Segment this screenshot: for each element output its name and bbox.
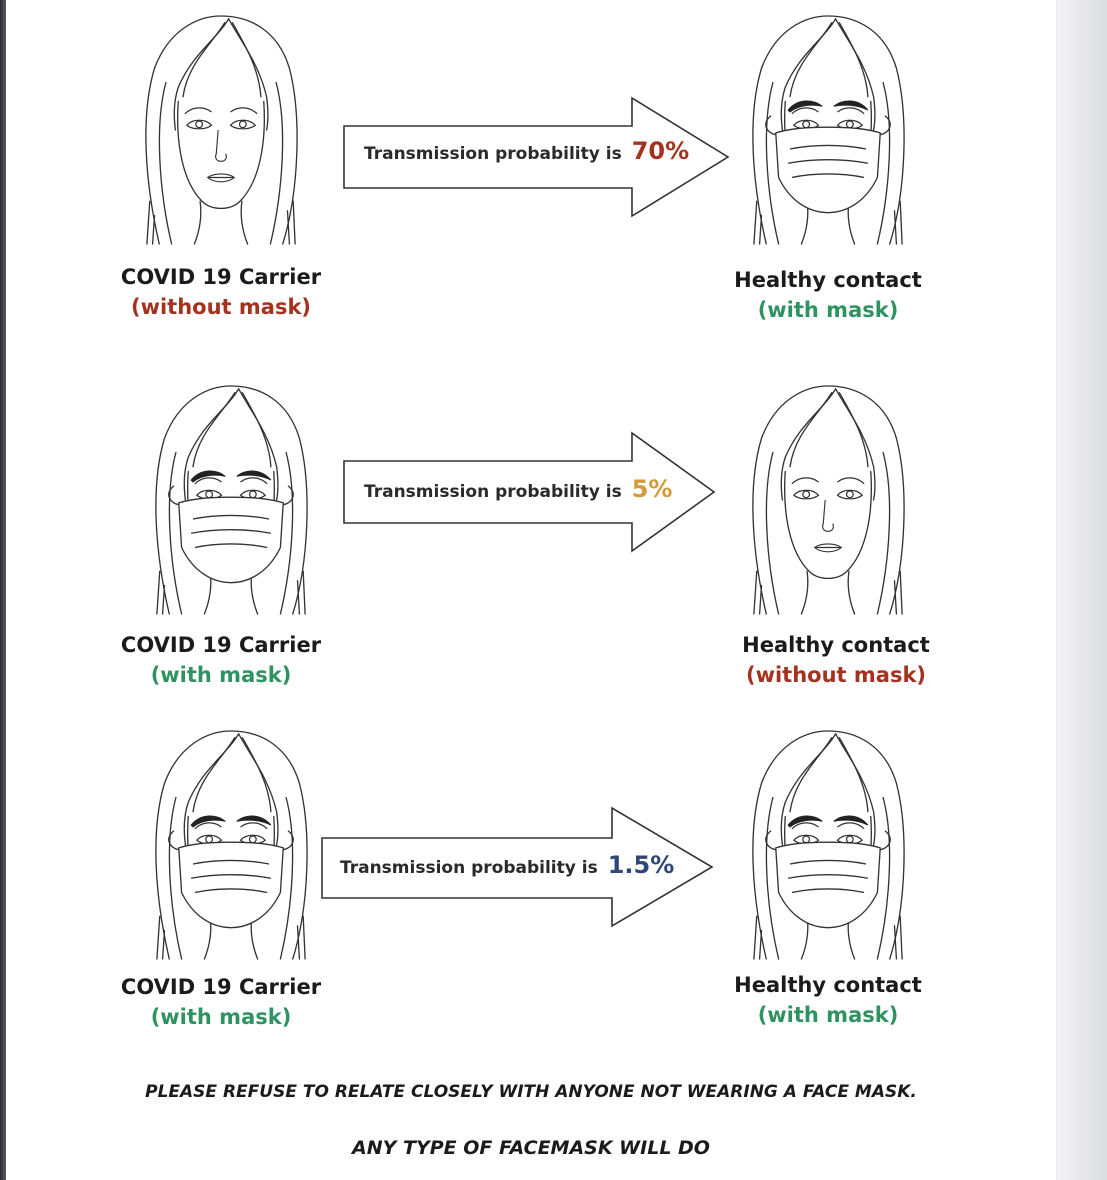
frame-edge-right — [1057, 0, 1107, 1180]
carrier-caption-3 — [101, 972, 341, 1032]
arrow-1 — [342, 95, 732, 220]
contact-mask-status: (with mask) — [757, 1003, 899, 1027]
footer-warning: PLEASE REFUSE TO RELATE CLOSELY WITH ANYONE NOT WEARING A FACE MASK. — [145, 1082, 917, 1102]
carrier-face-masked-illustration — [136, 720, 326, 970]
transmission-label: Transmission probability is — [364, 144, 622, 164]
arrow-2-text — [364, 475, 672, 503]
transmission-label: Transmission probability is — [364, 482, 622, 502]
carrier-mask-status: (without mask) — [130, 295, 312, 319]
contact-caption-1 — [708, 265, 948, 325]
carrier-label: COVID 19 Carrier — [120, 265, 322, 289]
carrier-mask-status: (with mask) — [150, 663, 292, 687]
contact-caption-3 — [708, 970, 948, 1030]
contact-mask-status: (without mask) — [745, 663, 927, 687]
contact-label: Healthy contact — [734, 268, 922, 292]
contact-mask-status: (with mask) — [757, 298, 899, 322]
transmission-value: 5% — [631, 475, 673, 503]
arrow-3-text — [340, 851, 674, 879]
contact-label: Healthy contact — [742, 633, 930, 657]
contact-face-unmasked-illustration — [733, 375, 923, 625]
footer-note: ANY TYPE OF FACEMASK WILL DO — [352, 1137, 710, 1159]
carrier-face-unmasked-illustration — [126, 5, 316, 255]
arrow-2 — [342, 430, 732, 555]
carrier-mask-status: (with mask) — [150, 1005, 292, 1029]
contact-face-masked-illustration — [733, 5, 923, 255]
carrier-label: COVID 19 Carrier — [120, 975, 322, 999]
contact-label: Healthy contact — [734, 973, 922, 997]
carrier-label: COVID 19 Carrier — [120, 633, 322, 657]
carrier-caption-1 — [101, 262, 341, 322]
arrow-1-text — [364, 137, 689, 165]
contact-caption-2 — [716, 630, 956, 690]
infographic-poster — [6, 0, 1056, 1180]
transmission-value: 70% — [631, 137, 690, 165]
contact-face-masked-illustration — [733, 720, 923, 970]
carrier-face-masked-illustration — [136, 375, 326, 625]
transmission-value: 1.5% — [607, 851, 675, 879]
transmission-label: Transmission probability is — [340, 858, 598, 878]
arrow-3 — [320, 805, 720, 930]
carrier-caption-2 — [101, 630, 341, 690]
